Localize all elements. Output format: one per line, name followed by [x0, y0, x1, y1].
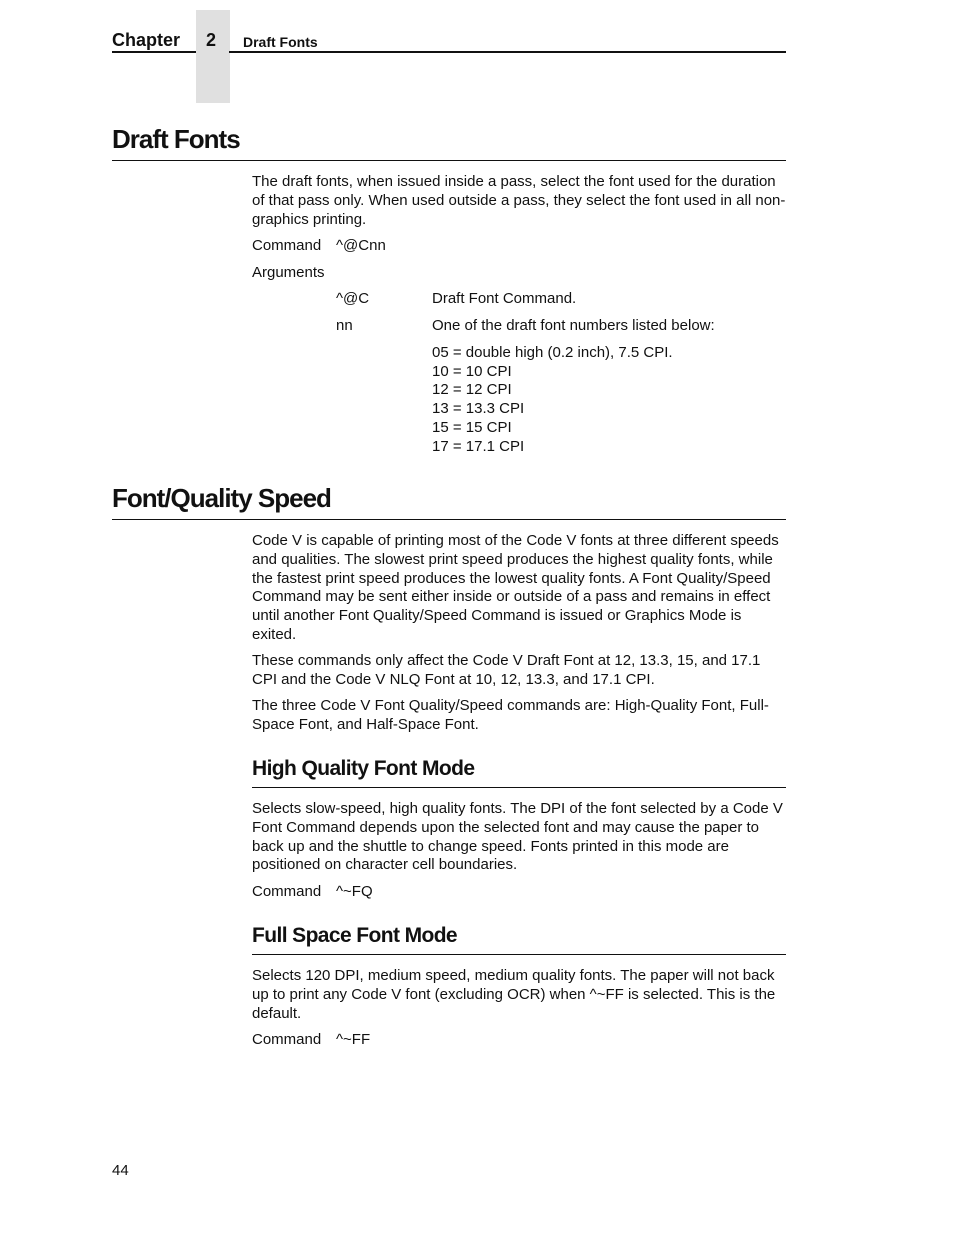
running-title: Draft Fonts	[243, 34, 318, 50]
chapter-number: 2	[205, 30, 216, 50]
list-item: 15 = 15 CPI	[432, 418, 512, 436]
argument-name: ^@C	[336, 290, 370, 307]
font-number-list	[432, 344, 673, 456]
subsection-rule	[252, 787, 786, 788]
section-rule	[112, 160, 786, 161]
list-item: 10 = 10 CPI	[432, 362, 512, 380]
header-rule-left	[112, 51, 196, 53]
paragraph: Selects slow-speed, high quality fonts. The DPI of the font selected by a Code V Font Command depends upon the selected font and may cause the paper to back up and the shuttle to change speed. Fonts printed in this mode are positioned on character cell boundaries.	[252, 800, 783, 874]
section-heading-font-quality-speed: Font/Quality Speed	[112, 483, 331, 513]
chapter-tab	[196, 10, 230, 103]
command-label: Command	[252, 883, 322, 900]
command-label: Command	[252, 1031, 322, 1048]
command-value: ^~FF	[336, 1031, 371, 1048]
list-item: 12 = 12 CPI	[432, 381, 512, 399]
page-number: 44	[112, 1162, 129, 1179]
list-item: 13 = 13.3 CPI	[432, 400, 525, 418]
argument-name: nn	[336, 317, 353, 334]
paragraph: Selects 120 DPI, medium speed, medium quality fonts. The paper will not back up to print any Code V font (excluding OCR) when ^~FF is selected. This is the default.	[252, 967, 776, 1022]
list-item: 17 = 17.1 CPI	[432, 437, 525, 455]
chapter-label: Chapter	[112, 30, 181, 50]
subsection-rule	[252, 954, 786, 955]
argument-description: One of the draft font numbers listed below:	[432, 317, 715, 334]
subsection-heading-high-quality: High Quality Font Mode	[252, 757, 475, 780]
subsection-heading-full-space: Full Space Font Mode	[252, 924, 458, 947]
draft-fonts-intro: The draft fonts, when issued inside a pass, select the font used for the duration of that pass only. When used outside a pass, they select the font used in all non-graphics printing.	[252, 173, 786, 228]
paragraph: These commands only affect the Code V Draft Font at 12, 13.3, 15, and 17.1 CPI and the Code V NLQ Font at 10, 12, 13.3, and 17.1 CPI.	[252, 652, 761, 688]
section-rule	[112, 519, 786, 520]
arguments-label: Arguments	[252, 264, 325, 281]
command-value: ^~FQ	[336, 883, 373, 900]
list-item: 05 = double high (0.2 inch), 7.5 CPI.	[432, 344, 673, 361]
paragraph: Code V is capable of printing most of the Code V fonts at three different speeds and qualities. The slowest print speed produces the highest quality fonts, while the fastest print speed produces the lowest quality fonts. A Font Quality/Speed Command may be sent either inside or outside of a pass and remains in effect until another Font Quality/Speed Command is issued or Graphics Mode is exited.	[252, 532, 779, 643]
paragraph: The three Code V Font Quality/Speed commands are: High-Quality Font, Full-Space Font, and Half-Space Font.	[252, 697, 769, 733]
command-label: Command	[252, 237, 322, 254]
section-heading-draft-fonts: Draft Fonts	[112, 124, 240, 154]
header-rule-right	[229, 51, 786, 53]
argument-description: Draft Font Command.	[432, 290, 577, 307]
command-value: ^@Cnn	[336, 237, 386, 254]
